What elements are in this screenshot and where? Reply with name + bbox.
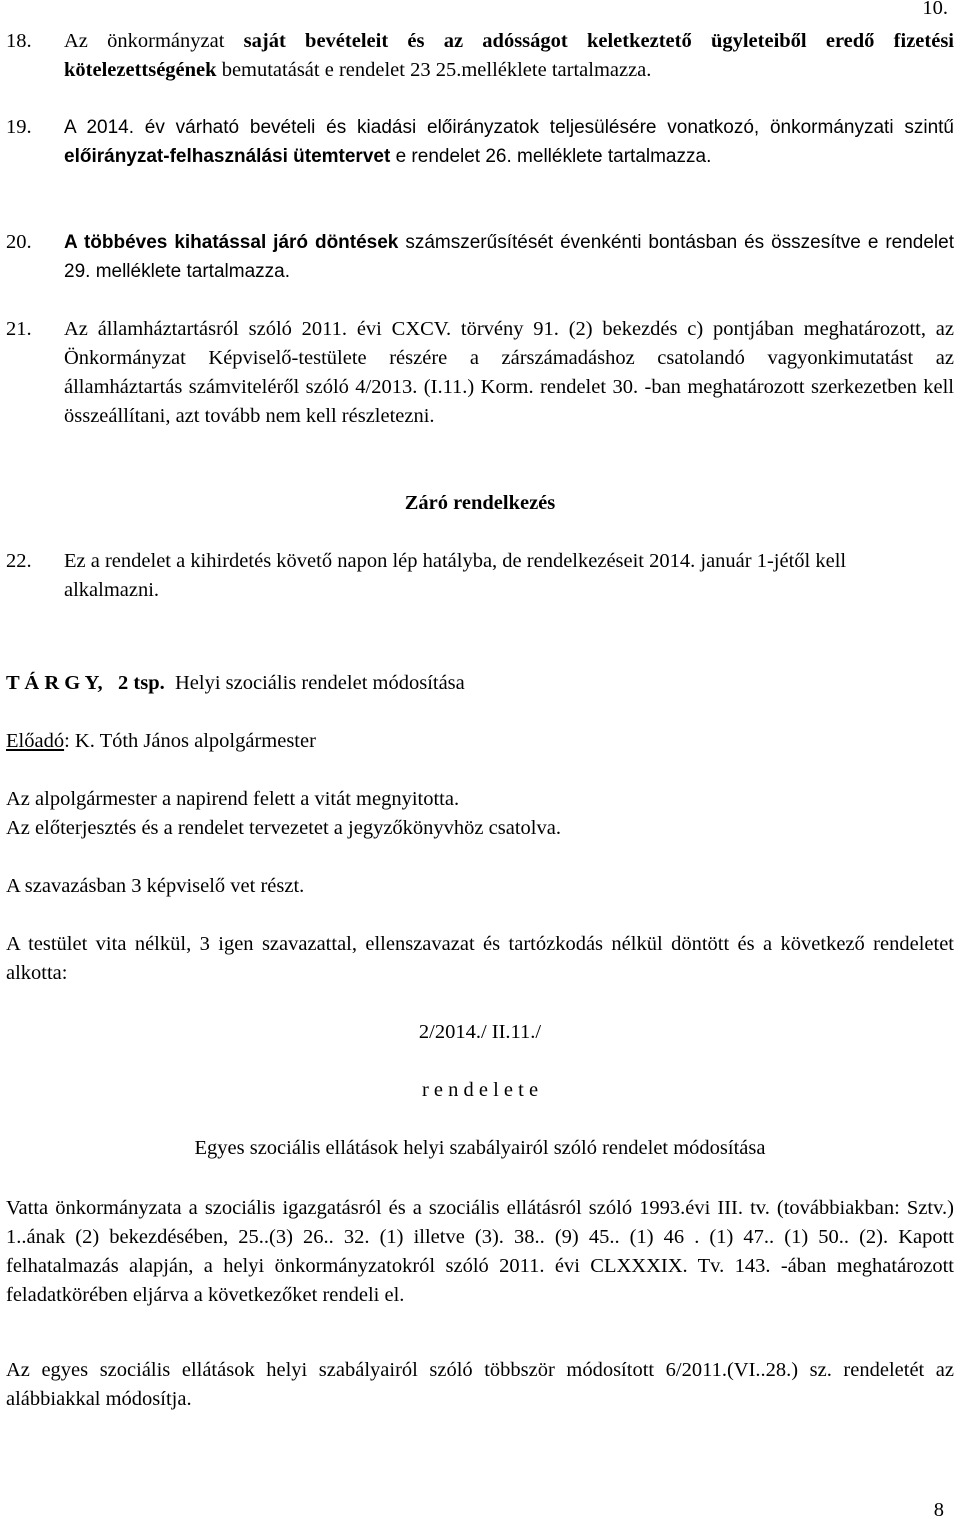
decree-number: 2/2014./ II.11./	[418, 1021, 542, 1043]
paragraph-20: 20. A többéves kihatással járó döntések számszerűsítését évenkénti bontásban és összesítve e rendelet 29. melléklete tartalmazza.	[6, 228, 954, 286]
paragraph-22: 22. Ez a rendelet a kihirdetés követő napon lép hatályba, de rendelkezéseit 2014. január 1-jétől kell alkalmazni.	[6, 547, 954, 605]
agenda-line-3: A szavazásban 3 képviselő vet részt.	[6, 875, 305, 897]
paragraph-number: 18.	[6, 30, 32, 52]
paragraph-19: 19. A 2014. év várható bevételi és kiadási előirányzatok teljesülésére vonatkozó, önkormányzati szintű előirányzat-felhasználási ütemtervet e rendelet 26. melléklete tartalmazza.	[6, 113, 954, 171]
page-number-top: 10.	[922, 0, 948, 19]
paragraph-number: 20.	[6, 231, 32, 253]
decree-intro: Az egyes szociális ellátások helyi szabályairól szóló többször módosított 6/2011.(VI..28.) sz. rendeletét az alábbiakkal módosítja.	[6, 1359, 954, 1410]
paragraph-18: 18. Az önkormányzat saját bevételeit és az adósságot keletkeztető ügyleteiből eredő fizetési kötelezettségének bemutatását e rendelet 23 25.melléklete tartalmazza.	[6, 27, 954, 85]
paragraph-number: 19.	[6, 116, 32, 138]
closing-heading: Záró rendelkezés	[404, 492, 556, 514]
decree-title: Egyes szociális ellátások helyi szabályairól szóló rendelet módosítása	[194, 1137, 766, 1159]
agenda-line-4: A testület vita nélkül, 3 igen szavazattal, ellenszavazat és tartózkodás nélkül döntött és a következő rendeletet alkotta:	[6, 933, 954, 984]
decree-preamble: Vatta önkormányzata a szociális igazgatásról és a szociális ellátásról szóló 1993.évi III. tv. (továbbiakban: Sztv.) 1..ának (2) bekezdésében, 25..(3) 26.. 32. (1) illetve (3). 38.. (9) 45.. (1) 46 . (1) 47.. (1) 50.. (2). Kapott felhatalmazás alapján, a helyi önkormányzatokról szóló 2011. évi CLXXXIX. Tv. 143. -ában meghatározott feladatkörében eljárva a következőket rendeli el.	[6, 1197, 954, 1306]
agenda-line-1: Az alpolgármester a napirend felett a vitát megnyitotta.	[6, 788, 460, 810]
paragraph-number: 21.	[6, 318, 32, 340]
page-number-bottom: 8	[933, 1499, 944, 1521]
paragraph-number: 22.	[6, 550, 32, 572]
decree-word: r e n d e l e t e	[421, 1079, 539, 1101]
agenda-subject: T Á R G Y, 2 tsp. Helyi szociális rendelet módosítása	[6, 672, 465, 694]
agenda-presenter: Előadó: K. Tóth János alpolgármester	[6, 730, 316, 752]
paragraph-21: 21. Az államháztartásról szóló 2011. évi CXCV. törvény 91. (2) bekezdés c) pontjában meghatározott, az Önkormányzat Képviselő-testülete részére a zárszámadáshoz csatolandó vagyonkimutatást az államháztartás számviteléről szóló 4/2013. (I.11.) Korm. rendelet 30. -ban meghatározott szerkezetben kell összeállítani, azt tovább nem kell részletezni.	[6, 315, 954, 431]
agenda-line-2: Az előterjesztés és a rendelet tervezetet a jegyzőkönyvhöz csatolva.	[6, 817, 561, 839]
